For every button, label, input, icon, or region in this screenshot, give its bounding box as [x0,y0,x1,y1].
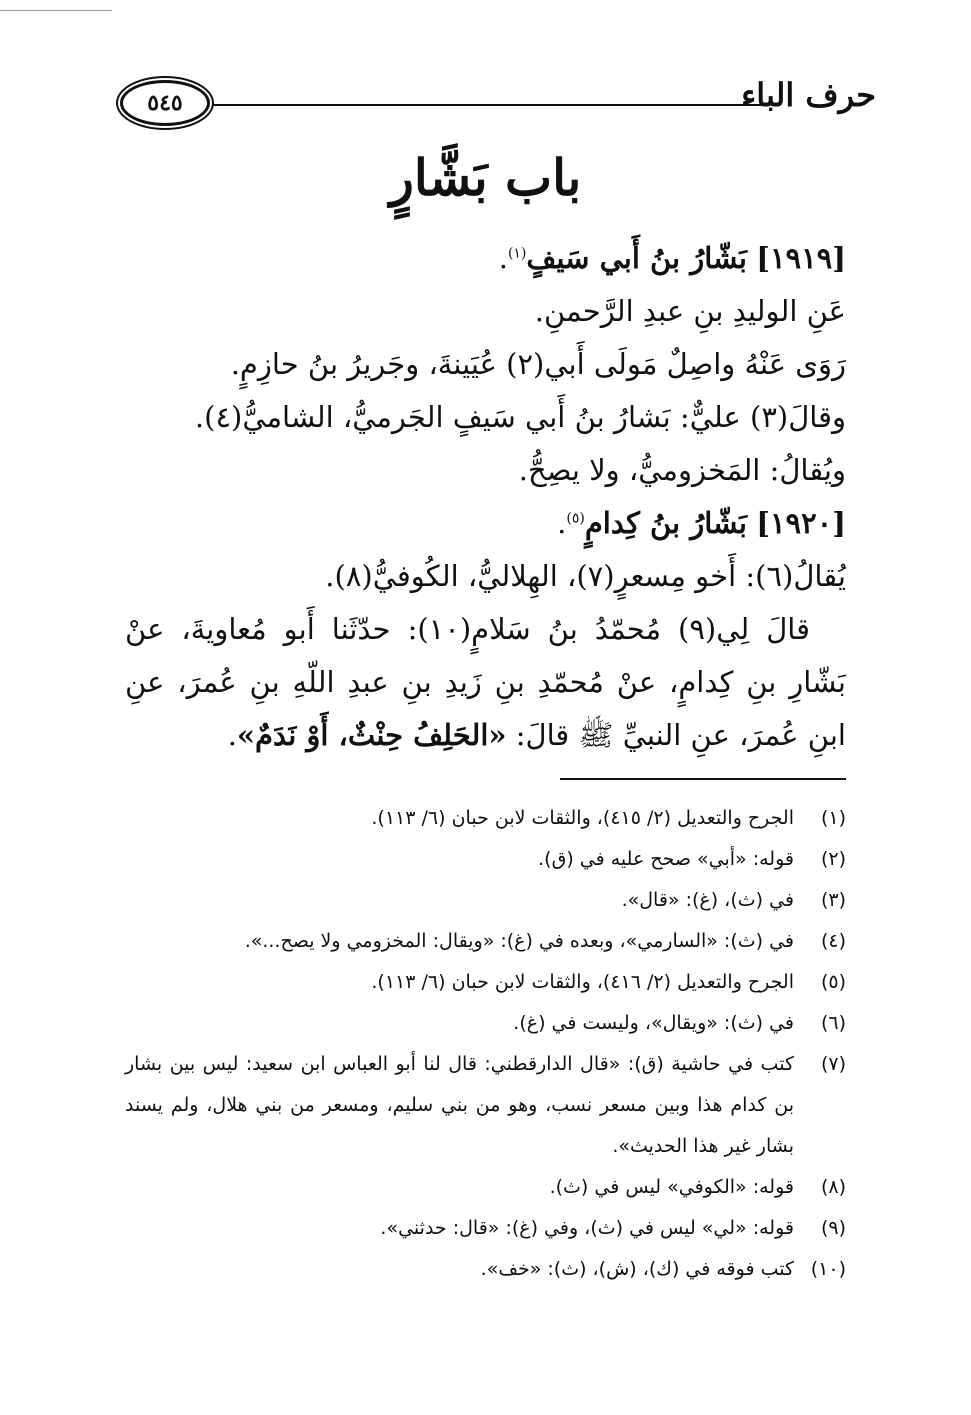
footnote-item [125,1208,846,1249]
footnote-item [125,921,846,962]
heading-end: . [498,241,508,275]
header-rule [212,104,764,106]
isnad-text: قالَ لِي(٩) مُحمّدُ بنُ سَلامٍ(١٠): حدّثَنا أَبو مُعاويةَ، عنْ بَشّارِ بنِ كِدامٍ، عنْ مُحمّدِ بنِ زَيدِ بنِ عبدِ اللّهِ بنِ عُمرَ، عنِ ابنِ عُمرَ، عنِ النبيِّ ﷺ قالَ: [125,612,846,752]
footnote-item [125,880,846,921]
footnote-ref: (١) [507,245,527,262]
entry-line: رَوَى عَنْهُ واصِلٌ مَولَى أَبي(٢) عُيَينةَ، وجَريرُ بنُ حازِمٍ. [230,347,846,381]
isnad-paragraph [125,603,846,762]
entry-number: [١٩١٩] [756,241,846,275]
hadith-end: . [227,718,237,752]
footnote-item [125,798,846,839]
footnote-item [125,1003,846,1044]
footnote-number: (٨) [820,1176,846,1198]
footnote-text: في (ث)، (غ): «قال». [621,889,794,911]
narrator-name: بَشّارُ بنُ أَبي سَيفٍ [526,241,747,275]
footnote-item [125,1167,846,1208]
footnote-number: (٩) [820,1217,846,1239]
footnote-item [125,1044,846,1167]
footnote-item [125,839,846,880]
entry-1919-heading [125,232,846,285]
footnotes [125,798,846,1290]
footnote-text: كتب فوقه في (ك)، (ش)، (ث): «خف». [480,1258,794,1280]
footnote-number: (٧) [820,1053,846,1075]
entry-number: [١٩٢٠] [756,506,846,540]
entry-line: عَنِ الوليدِ بنِ عبدِ الرَّحمنِ. [534,294,846,328]
footnote-text: كتب في حاشية (ق): «قال الدارقطني: قال لنا أبو العباس ابن سعيد: ليس بين بشار بن كدام هذا وبين مسعر نسب، وهو من بني سليم، ومسعر من بني هلال، ولم يسند بشار غير هذا الحديث». [125,1053,794,1157]
narrator-name: بَشّارُ بنُ كِدامٍ [584,506,747,540]
footnote-item [125,962,846,1003]
footnote-text: الجرح والتعديل (٢/ ٤١٥)، والثقات لابن حبان (٦/ ١١٣). [371,807,794,829]
entry-line: وقالَ(٣) عليٌّ: بَشارُ بنُ أَبي سَيفٍ الجَرميُّ، الشاميُّ(٤). [194,400,846,434]
running-head: حرف الباء [741,76,876,114]
main-text [125,232,846,762]
heading-end: . [557,506,567,540]
entry-line: يُقالُ(٦): أَخو مِسعرٍ(٧)، الهِلاليُّ، الكُوفيُّ(٨). [325,559,846,593]
chapter-title: باب بَشَّارٍ [389,148,582,207]
entry-line: ويُقالُ: المَخزوميُّ، ولا يصِحُّ. [518,453,846,487]
footnote-number: (٢) [820,848,846,870]
footnote-text: قوله: «الكوفي» ليس في (ث). [549,1176,794,1198]
footnote-separator [560,778,846,780]
footnote-number: (٤) [820,930,846,952]
page-header [120,70,876,134]
footnote-number: (٦) [820,1012,846,1034]
footnote-item [125,1249,846,1290]
footnote-text: في (ث): «السارمي»، وبعده في (غ): «ويقال: المخزومي ولا يصح...». [244,930,794,952]
hadith-text: «الحَلِفُ حِنْثٌ، أَوْ نَدَمٌ» [236,718,507,752]
footnote-number: (١٠) [810,1258,846,1280]
page-number: ٥٤٥ [147,90,183,116]
top-left-rule [0,10,112,11]
footnote-text: قوله: «أبي» صحح عليه في (ق). [538,848,794,870]
footnote-text: قوله: «لي» ليس في (ث)، وفي (غ): «قال: حدثني». [380,1217,794,1239]
footnote-number: (١) [820,807,846,829]
footnote-ref: (٥) [566,510,585,527]
footnote-text: الجرح والتعديل (٢/ ٤١٦)، والثقات لابن حبان (٦/ ١١٣). [371,971,794,993]
entry-1920-heading [125,497,846,550]
page-number-badge [120,80,210,126]
footnote-number: (٣) [820,889,846,911]
footnote-text: في (ث): «ويقال»، وليست في (غ). [513,1012,794,1034]
footnote-number: (٥) [820,971,846,993]
